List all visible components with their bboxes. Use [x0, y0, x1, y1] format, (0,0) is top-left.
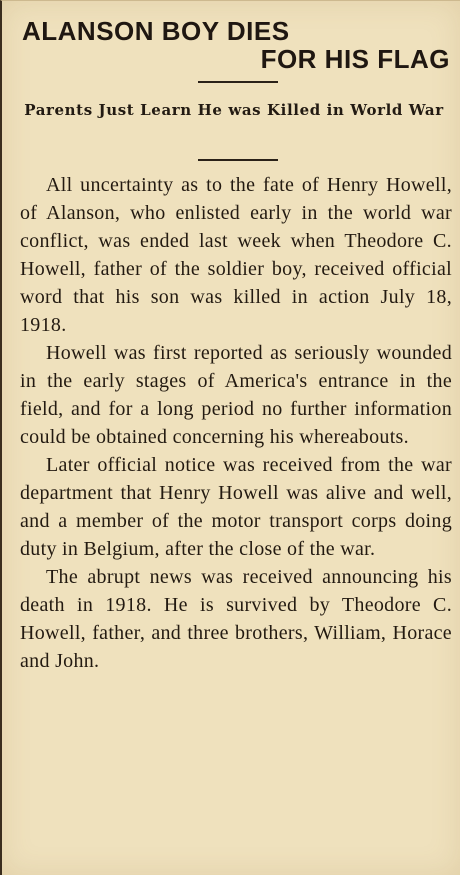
subheadline: Parents Just Learn He was Killed in World War: [24, 101, 444, 119]
paragraph-4: The abrupt news was received announcing his death in 1918. He is survived by Theodore C. Howell, father, and three brothers, William, Horace and John.: [20, 566, 452, 672]
article-body: [20, 171, 452, 675]
headline-line-2: FOR HIS FLAG: [260, 44, 450, 74]
subhead-divider: [198, 159, 278, 161]
headline-line-1: ALANSON BOY DIES: [22, 16, 290, 46]
headline-divider: [198, 81, 278, 83]
paragraph-3: Later official notice was received from the war department that Henry Howell was alive and well, and a member of the motor transport corps doing duty in Belgium, after the close of the war.: [20, 454, 452, 560]
paragraph-2: Howell was first reported as seriously wounded in the early stages of America's entrance in the field, and for a long period no further information could be obtained concerning his whereabouts.: [20, 342, 452, 448]
paragraph-1: All uncertainty as to the fate of Henry Howell, of Alanson, who enlisted early in the world war conflict, was ended last week when Theodore C. Howell, father of the soldier boy, received official word that his son was killed in action July 18, 1918.: [20, 174, 452, 336]
